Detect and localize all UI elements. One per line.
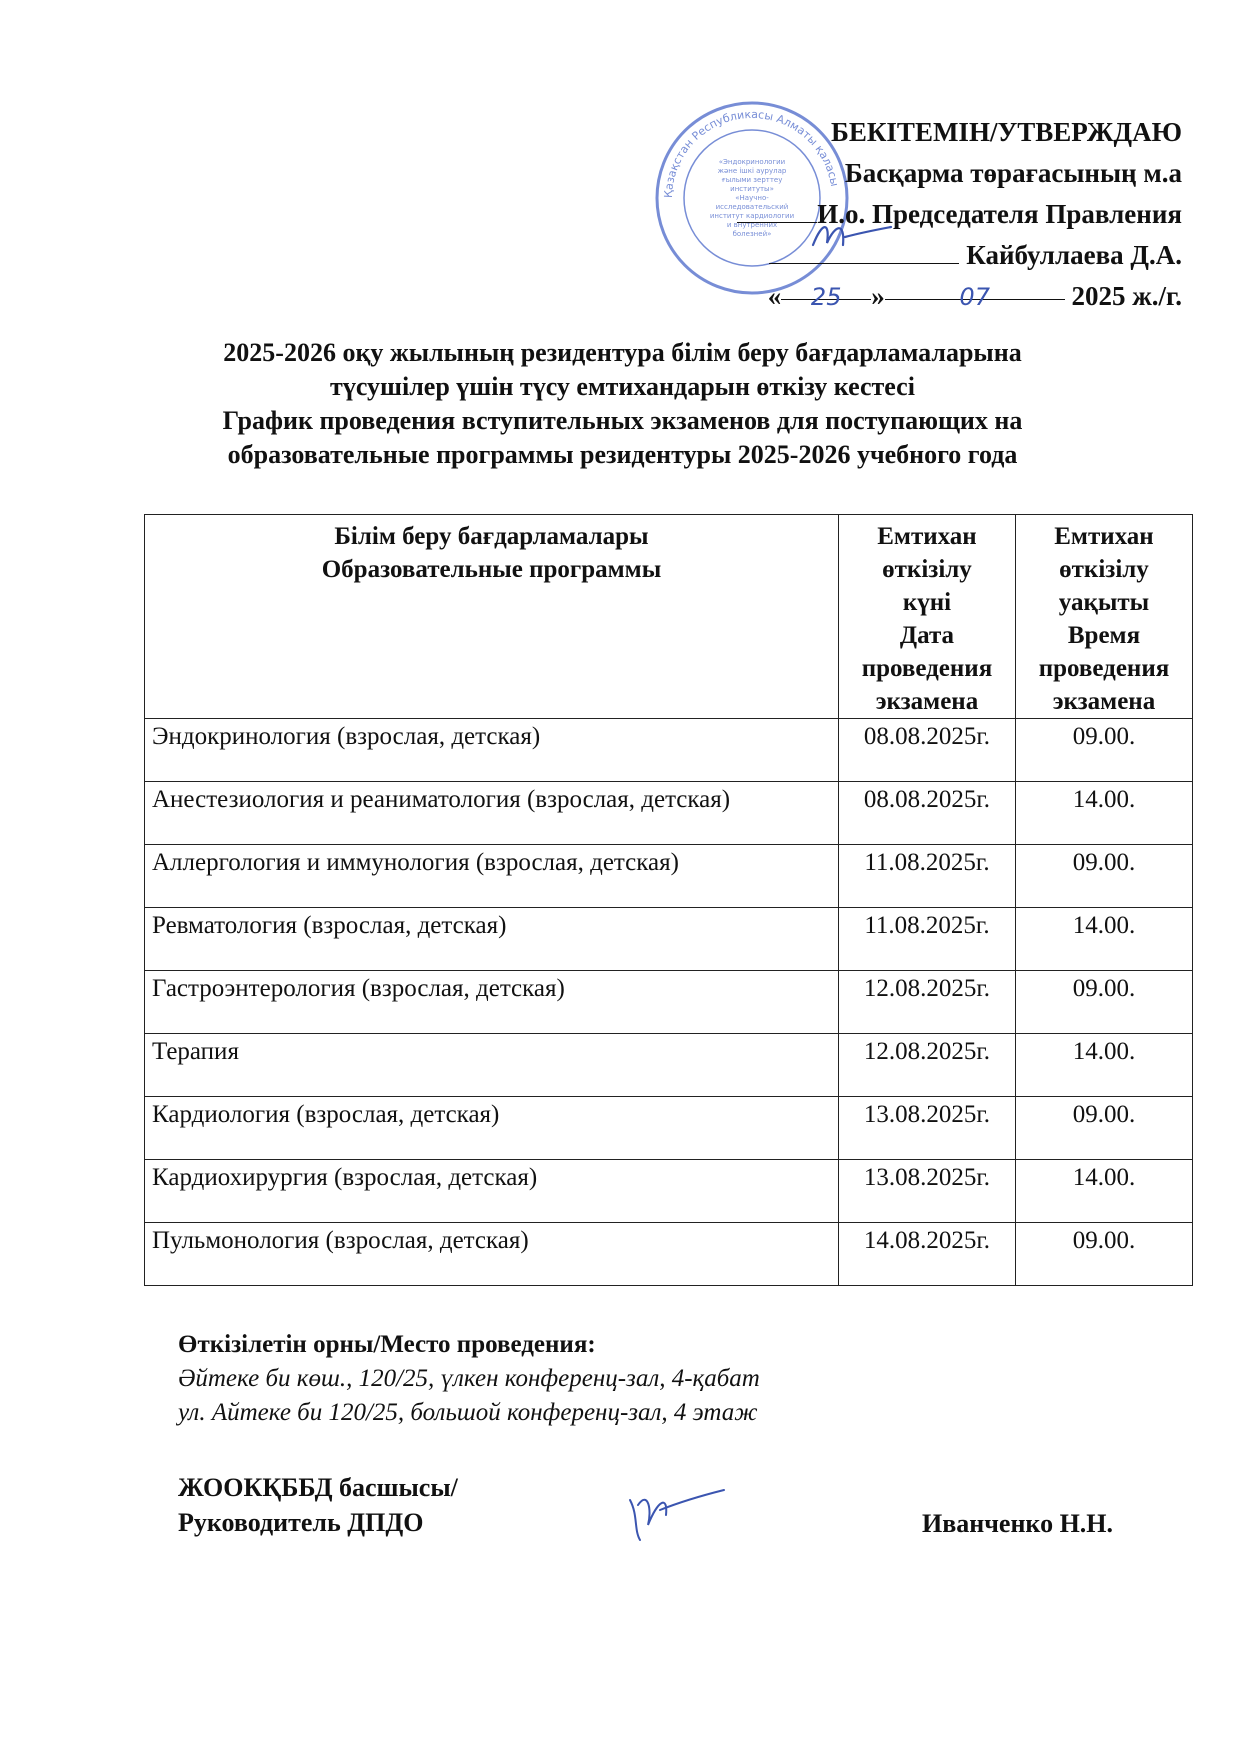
row-date: 14.08.2025г. [838, 1223, 1015, 1286]
header-date-line: Емтихан [877, 523, 977, 550]
approval-role-ru: И.о. Председателя Правления [817, 199, 1182, 229]
document-title [140, 336, 1105, 472]
exam-schedule-table [144, 514, 1193, 1286]
row-time: 14.00. [1015, 1160, 1192, 1223]
row-program: Пульмонология (взрослая, детская) [145, 1223, 839, 1286]
header-time-line: уақыты [1058, 589, 1150, 616]
approval-heading: БЕКІТЕМІН/УТВЕРЖДАЮ [830, 117, 1182, 147]
table-row [145, 1160, 1193, 1223]
row-program: Кардиохирургия (взрослая, детская) [145, 1160, 839, 1223]
stamp-text-line: и внутренних [726, 221, 778, 229]
table-header-row [145, 515, 1193, 719]
row-date: 11.08.2025г. [838, 908, 1015, 971]
stamp-text-line: «Эндокринологии [718, 158, 786, 166]
header-program-ru: Образовательные программы [321, 556, 662, 583]
row-program: Анестезиология и реаниматология (взрослая, детская) [145, 782, 839, 845]
row-time: 14.00. [1015, 782, 1192, 845]
head-role-kz: ЖООКҚББД басшысы/ [178, 1473, 458, 1502]
venue-label: Өткізілетін орны/Место проведения: [178, 1331, 596, 1358]
venue-address-kz: Әйтеке би көш., 120/25, үлкен конференц-зал, 4-қабат [178, 1365, 760, 1392]
row-program: Терапия [145, 1034, 839, 1097]
title-line-3: График проведения вступительных экзаменов для поступающих на [222, 406, 1023, 435]
row-program: Эндокринология (взрослая, детская) [145, 719, 839, 782]
date-day: 25 [781, 277, 871, 300]
header-date [838, 515, 1015, 719]
stamp-text-line: исследовательский [715, 203, 789, 211]
date-close-quote: » [871, 281, 885, 311]
table-row [145, 908, 1193, 971]
stamp-text-line: ғылыми зерттеу [721, 176, 783, 184]
department-head-signature [620, 1480, 730, 1545]
header-program [145, 515, 839, 719]
header-date-line: күні [902, 589, 952, 616]
table-row [145, 1034, 1193, 1097]
title-line-4: образовательные программы резидентуры 2025-2026 учебного года [227, 440, 1018, 469]
row-time: 09.00. [1015, 1097, 1192, 1160]
title-line-1: 2025-2026 оқу жылының резидентура білім беру бағдарламаларына [223, 338, 1022, 367]
table-row [145, 782, 1193, 845]
approval-block [622, 112, 1182, 317]
approval-date-line [622, 276, 1182, 317]
venue-block [178, 1328, 760, 1430]
table-row [145, 1097, 1193, 1160]
row-date: 12.08.2025г. [838, 1034, 1015, 1097]
row-time: 09.00. [1015, 1223, 1192, 1286]
row-date: 11.08.2025г. [838, 845, 1015, 908]
row-date: 08.08.2025г. [838, 782, 1015, 845]
approval-name-line [622, 235, 1182, 276]
row-time: 09.00. [1015, 971, 1192, 1034]
header-time-line: Время [1067, 622, 1141, 649]
header-time-line: Емтихан [1054, 523, 1154, 550]
department-head-name: Иванченко Н.Н. [922, 1509, 1114, 1538]
approval-signature [805, 215, 895, 255]
head-role-ru: Руководитель ДПДО [178, 1508, 424, 1537]
table-row [145, 845, 1193, 908]
table-row [145, 971, 1193, 1034]
title-line-2: түсушілер үшін түсу емтихандарын өткізу кестесі [330, 372, 915, 401]
header-time-line: проведения [1038, 655, 1170, 682]
header-date-line: өткізілу [882, 556, 972, 583]
department-head-role [178, 1470, 458, 1540]
table-row [145, 1223, 1193, 1286]
stamp-text-line: болезней» [732, 230, 772, 238]
stamp-text-line: институты» [730, 185, 774, 193]
date-open-quote: « [767, 281, 782, 311]
approval-role-ru-line [622, 194, 1182, 235]
date-year: 2025 ж./г. [1071, 281, 1182, 311]
svg-text:Қазақстан Республикасы Алматы: Қазақстан Республикасы Алматы қаласы [661, 107, 842, 199]
header-program-kz: Білім беру бағдарламалары [334, 523, 649, 550]
row-time: 09.00. [1015, 719, 1192, 782]
table-row [145, 719, 1193, 782]
row-time: 09.00. [1015, 845, 1192, 908]
stamp-text-line: «Научно- [735, 194, 769, 202]
row-program: Ревматология (взрослая, детская) [145, 908, 839, 971]
header-date-line: экзамена [875, 688, 979, 715]
row-date: 08.08.2025г. [838, 719, 1015, 782]
row-time: 14.00. [1015, 908, 1192, 971]
approval-role-kz: Басқарма төрағасының м.а [844, 158, 1182, 188]
approval-name: Кайбуллаева Д.А. [966, 240, 1182, 270]
stamp-text-line: институт кардиологии [709, 212, 795, 220]
row-time: 14.00. [1015, 1034, 1192, 1097]
date-month: 07 [885, 277, 1065, 300]
stamp-text-line: және ішкі аурулар [717, 167, 787, 175]
header-date-line: Дата [899, 622, 955, 649]
venue-address-ru: ул. Айтеке би 120/25, большой конференц-зал, 4 этаж [178, 1399, 758, 1426]
row-date: 12.08.2025г. [838, 971, 1015, 1034]
row-program: Аллергология и иммунология (взрослая, детская) [145, 845, 839, 908]
header-time-line: экзамена [1052, 688, 1156, 715]
row-date: 13.08.2025г. [838, 1097, 1015, 1160]
row-program: Гастроэнтерология (взрослая, детская) [145, 971, 839, 1034]
row-date: 13.08.2025г. [838, 1160, 1015, 1223]
row-program: Кардиология (взрослая, детская) [145, 1097, 839, 1160]
header-date-line: проведения [861, 655, 993, 682]
header-time-line: өткізілу [1059, 556, 1149, 583]
header-time [1015, 515, 1192, 719]
